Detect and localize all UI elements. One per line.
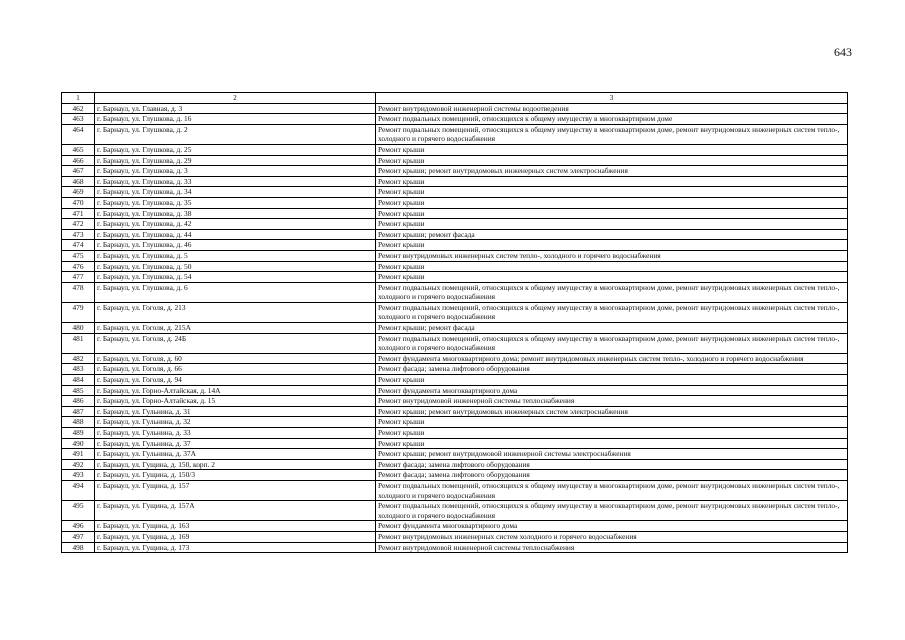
page-number: 643: [834, 45, 852, 59]
table-row: [62, 385, 848, 396]
table-row: [62, 417, 848, 428]
address-cell: г. Барнаул, ул. Глушкова, д. 42: [95, 219, 376, 230]
work-description-cell: Ремонт крыши; ремонт внутридомовых инженерных систем электроснабжения: [376, 406, 848, 417]
work-description-cell: Ремонт крыши: [376, 375, 848, 386]
table-row: [62, 438, 848, 449]
row-number-cell: 495: [62, 501, 95, 521]
header-cell-number: 1: [62, 93, 95, 104]
address-cell: г. Барнаул, ул. Гущина, д. 150/3: [95, 470, 376, 481]
work-description-cell: Ремонт фасада; замена лифтового оборудования: [376, 364, 848, 375]
address-cell: г. Барнаул, ул. Горно-Алтайская, д. 14А: [95, 385, 376, 396]
table-row: [62, 302, 848, 322]
table-row: [62, 521, 848, 532]
address-cell: г. Барнаул, ул. Глушкова, д. 25: [95, 144, 376, 155]
address-cell: г. Барнаул, ул. Глушкова, д. 54: [95, 272, 376, 283]
row-number-cell: 462: [62, 103, 95, 114]
row-number-cell: 494: [62, 480, 95, 500]
address-cell: г. Барнаул, ул. Гульнина, д. 31: [95, 406, 376, 417]
row-number-cell: 485: [62, 385, 95, 396]
row-number-cell: 487: [62, 406, 95, 417]
work-description-cell: Ремонт подвальных помещений, относящихся к общему имуществу в многоквартирном доме, ремонт внутридомовых инженерных систем тепло-, холодного и горячего водоснабжения: [376, 480, 848, 500]
address-cell: г. Барнаул, ул. Гущина, д. 163: [95, 521, 376, 532]
address-cell: г. Барнаул, ул. Глушкова, д. 34: [95, 187, 376, 198]
table-row: [62, 542, 848, 553]
address-cell: г. Барнаул, ул. Гульнина, д. 33: [95, 428, 376, 439]
table-row: [62, 197, 848, 208]
table-row: [62, 282, 848, 302]
work-description-cell: Ремонт крыши: [376, 417, 848, 428]
row-number-cell: 491: [62, 449, 95, 460]
row-number-cell: 483: [62, 364, 95, 375]
row-number-cell: 488: [62, 417, 95, 428]
work-description-cell: Ремонт крыши: [376, 144, 848, 155]
row-number-cell: 492: [62, 459, 95, 470]
table-row: [62, 219, 848, 230]
work-description-cell: Ремонт крыши: [376, 240, 848, 251]
address-cell: г. Барнаул, ул. Глушкова, д. 29: [95, 155, 376, 166]
work-description-cell: Ремонт крыши: [376, 438, 848, 449]
work-description-cell: Ремонт внутридомовой инженерной системы теплоснабжения: [376, 542, 848, 553]
address-cell: г. Барнаул, ул. Главная, д. 3: [95, 103, 376, 114]
table-row: [62, 166, 848, 177]
table-row: [62, 114, 848, 125]
work-description-cell: Ремонт крыши; ремонт фасада: [376, 229, 848, 240]
address-cell: г. Барнаул, ул. Гульнина, д. 37А: [95, 449, 376, 460]
row-number-cell: 481: [62, 333, 95, 353]
work-description-cell: Ремонт крыши: [376, 219, 848, 230]
address-cell: г. Барнаул, ул. Глушкова, д. 38: [95, 208, 376, 219]
work-description-cell: Ремонт внутридомовой инженерной системы водоотведения: [376, 103, 848, 114]
row-number-cell: 463: [62, 114, 95, 125]
table-row: [62, 155, 848, 166]
work-description-cell: Ремонт крыши: [376, 208, 848, 219]
work-description-cell: Ремонт фундамента многоквартирного дома: [376, 521, 848, 532]
row-number-cell: 480: [62, 323, 95, 334]
row-number-cell: 479: [62, 302, 95, 322]
address-cell: г. Барнаул, ул. Глушкова, д. 35: [95, 197, 376, 208]
address-cell: г. Барнаул, ул. Горно-Алтайская, д. 15: [95, 396, 376, 407]
row-number-cell: 490: [62, 438, 95, 449]
work-description-cell: Ремонт подвальных помещений, относящихся к общему имуществу в многоквартирном доме, ремонт внутридомовых инженерных систем тепло-, холодного и горячего водоснабжения: [376, 124, 848, 144]
address-cell: г. Барнаул, ул. Глушкова, д. 2: [95, 124, 376, 144]
address-cell: г. Барнаул, ул. Глушкова, д. 50: [95, 261, 376, 272]
address-cell: г. Барнаул, ул. Глушкова, д. 5: [95, 250, 376, 261]
work-description-cell: Ремонт крыши: [376, 187, 848, 198]
table-row: [62, 428, 848, 439]
table-row: [62, 187, 848, 198]
work-description-cell: Ремонт фасада; замена лифтового оборудования: [376, 470, 848, 481]
address-cell: г. Барнаул, ул. Гущина, д. 173: [95, 542, 376, 553]
row-number-cell: 469: [62, 187, 95, 198]
table-row: [62, 353, 848, 364]
address-cell: г. Барнаул, ул. Глушкова, д. 6: [95, 282, 376, 302]
work-description-cell: Ремонт подвальных помещений, относящихся к общему имуществу в многоквартирном доме, ремонт внутридомовых инженерных систем тепло-, холодного и горячего водоснабжения: [376, 333, 848, 353]
address-cell: г. Барнаул, ул. Гущина, д. 157: [95, 480, 376, 500]
table-header-row: [62, 93, 848, 104]
row-number-cell: 489: [62, 428, 95, 439]
row-number-cell: 493: [62, 470, 95, 481]
address-cell: г. Барнаул, ул. Гоголя, д. 94: [95, 375, 376, 386]
row-number-cell: 473: [62, 229, 95, 240]
work-description-cell: Ремонт фундамента многоквартирного дома: [376, 385, 848, 396]
table-row: [62, 396, 848, 407]
row-number-cell: 498: [62, 542, 95, 553]
row-number-cell: 464: [62, 124, 95, 144]
address-cell: г. Барнаул, ул. Глушкова, д. 16: [95, 114, 376, 125]
row-number-cell: 468: [62, 176, 95, 187]
row-number-cell: 474: [62, 240, 95, 251]
address-cell: г. Барнаул, ул. Гоголя, д. 66: [95, 364, 376, 375]
table-body: [62, 93, 848, 553]
table-row: [62, 250, 848, 261]
row-number-cell: 475: [62, 250, 95, 261]
table-row: [62, 261, 848, 272]
table-row: [62, 176, 848, 187]
table-row: [62, 459, 848, 470]
row-number-cell: 478: [62, 282, 95, 302]
table-row: [62, 208, 848, 219]
row-number-cell: 465: [62, 144, 95, 155]
work-description-cell: Ремонт фундамента многоквартирного дома; ремонт внутридомовых инженерных систем тепло-, холодного и горячего водоснабжения: [376, 353, 848, 364]
row-number-cell: 466: [62, 155, 95, 166]
work-description-cell: Ремонт крыши: [376, 155, 848, 166]
table-row: [62, 144, 848, 155]
table-row: [62, 480, 848, 500]
address-cell: г. Барнаул, ул. Гоголя, д. 213: [95, 302, 376, 322]
row-number-cell: 482: [62, 353, 95, 364]
work-description-cell: Ремонт крыши: [376, 272, 848, 283]
table-row: [62, 364, 848, 375]
address-cell: г. Барнаул, ул. Гульнина, д. 32: [95, 417, 376, 428]
table-row: [62, 333, 848, 353]
address-cell: г. Барнаул, ул. Гульнина, д. 37: [95, 438, 376, 449]
work-description-cell: Ремонт крыши: [376, 428, 848, 439]
address-cell: г. Барнаул, ул. Глушкова, д. 44: [95, 229, 376, 240]
address-cell: г. Барнаул, ул. Гущина, д. 169: [95, 531, 376, 542]
work-description-cell: Ремонт фасада; замена лифтового оборудования: [376, 459, 848, 470]
work-description-cell: Ремонт крыши; ремонт фасада: [376, 323, 848, 334]
row-number-cell: 484: [62, 375, 95, 386]
work-description-cell: Ремонт внутридомовых инженерных систем холодного и горячего водоснабжения: [376, 531, 848, 542]
work-description-cell: Ремонт подвальных помещений, относящихся к общему имуществу в многоквартирном доме, ремонт внутридомовых инженерных систем тепло-, холодного и горячего водоснабжения: [376, 302, 848, 322]
row-number-cell: 470: [62, 197, 95, 208]
address-cell: г. Барнаул, ул. Гущина, д. 157А: [95, 501, 376, 521]
work-description-cell: Ремонт крыши; ремонт внутридомовых инженерных систем электроснабжения: [376, 166, 848, 177]
work-description-cell: Ремонт внутридомовых инженерных систем тепло-, холодного и горячего водоснабжения: [376, 250, 848, 261]
table-row: [62, 406, 848, 417]
row-number-cell: 486: [62, 396, 95, 407]
address-cell: г. Барнаул, ул. Гоголя, д. 215А: [95, 323, 376, 334]
table-row: [62, 449, 848, 460]
address-cell: г. Барнаул, ул. Глушкова, д. 33: [95, 176, 376, 187]
work-description-cell: Ремонт крыши: [376, 176, 848, 187]
row-number-cell: 472: [62, 219, 95, 230]
row-number-cell: 496: [62, 521, 95, 532]
work-description-cell: Ремонт крыши: [376, 261, 848, 272]
header-cell-work: 3: [376, 93, 848, 104]
row-number-cell: 471: [62, 208, 95, 219]
row-number-cell: 476: [62, 261, 95, 272]
table-row: [62, 103, 848, 114]
table-row: [62, 501, 848, 521]
work-description-cell: Ремонт внутридомовой инженерной системы теплоснабжения: [376, 396, 848, 407]
table-row: [62, 323, 848, 334]
header-cell-address: 2: [95, 93, 376, 104]
table-row: [62, 375, 848, 386]
work-description-cell: Ремонт крыши: [376, 197, 848, 208]
work-description-cell: Ремонт подвальных помещений, относящихся к общему имуществу в многоквартирном доме: [376, 114, 848, 125]
work-description-cell: Ремонт подвальных помещений, относящихся к общему имуществу в многоквартирном доме, ремонт внутридомовых инженерных систем тепло-, холодного и горячего водоснабжения: [376, 282, 848, 302]
repair-list-table: [61, 92, 848, 553]
table-row: [62, 272, 848, 283]
table-row: [62, 229, 848, 240]
work-description-cell: Ремонт крыши; ремонт внутридомовой инженерной системы электроснабжения: [376, 449, 848, 460]
row-number-cell: 477: [62, 272, 95, 283]
address-cell: г. Барнаул, ул. Гоголя, д. 24Б: [95, 333, 376, 353]
address-cell: г. Барнаул, ул. Глушкова, д. 3: [95, 166, 376, 177]
table-row: [62, 470, 848, 481]
table-row: [62, 124, 848, 144]
address-cell: г. Барнаул, ул. Глушкова, д. 46: [95, 240, 376, 251]
table-row: [62, 531, 848, 542]
row-number-cell: 467: [62, 166, 95, 177]
work-description-cell: Ремонт подвальных помещений, относящихся к общему имуществу в многоквартирном доме, ремонт внутридомовых инженерных систем тепло-, холодного и горячего водоснабжения: [376, 501, 848, 521]
table-row: [62, 240, 848, 251]
address-cell: г. Барнаул, ул. Гущина, д. 150, корп. 2: [95, 459, 376, 470]
row-number-cell: 497: [62, 531, 95, 542]
address-cell: г. Барнаул, ул. Гоголя, д. 60: [95, 353, 376, 364]
